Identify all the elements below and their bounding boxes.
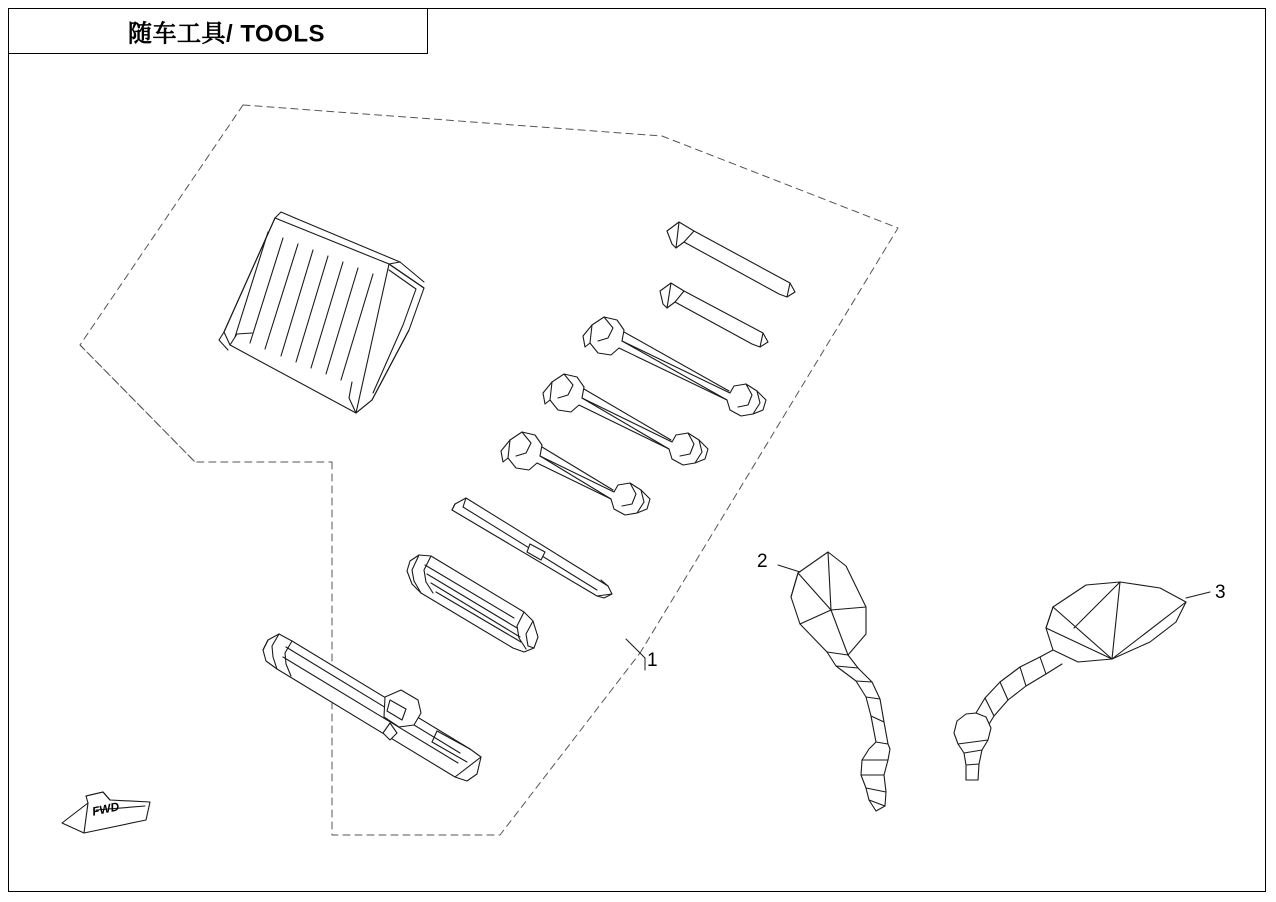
callout-label-1: 1 [647, 650, 658, 671]
hex-key-large [667, 222, 795, 297]
open-end-wrench-2 [543, 374, 708, 465]
screwdriver-handle [407, 555, 538, 652]
left-rearview-mirror [791, 552, 890, 811]
hex-key-small [660, 283, 768, 347]
leader-line-1 [626, 639, 645, 670]
tool-roll-bag [219, 212, 424, 413]
group-boundary-tools [80, 105, 898, 835]
callout-label-3: 3 [1215, 582, 1226, 603]
fwd-text: FWD [90, 799, 121, 819]
leader-line-2 [778, 565, 800, 572]
callout-label-2: 2 [757, 551, 768, 572]
spark-plug-wrench [263, 634, 481, 781]
right-rearview-mirror [954, 582, 1186, 780]
page-title: 随车工具/ TOOLS [128, 20, 326, 47]
open-end-wrench-3 [501, 432, 650, 515]
leader-line-3 [1186, 592, 1210, 598]
